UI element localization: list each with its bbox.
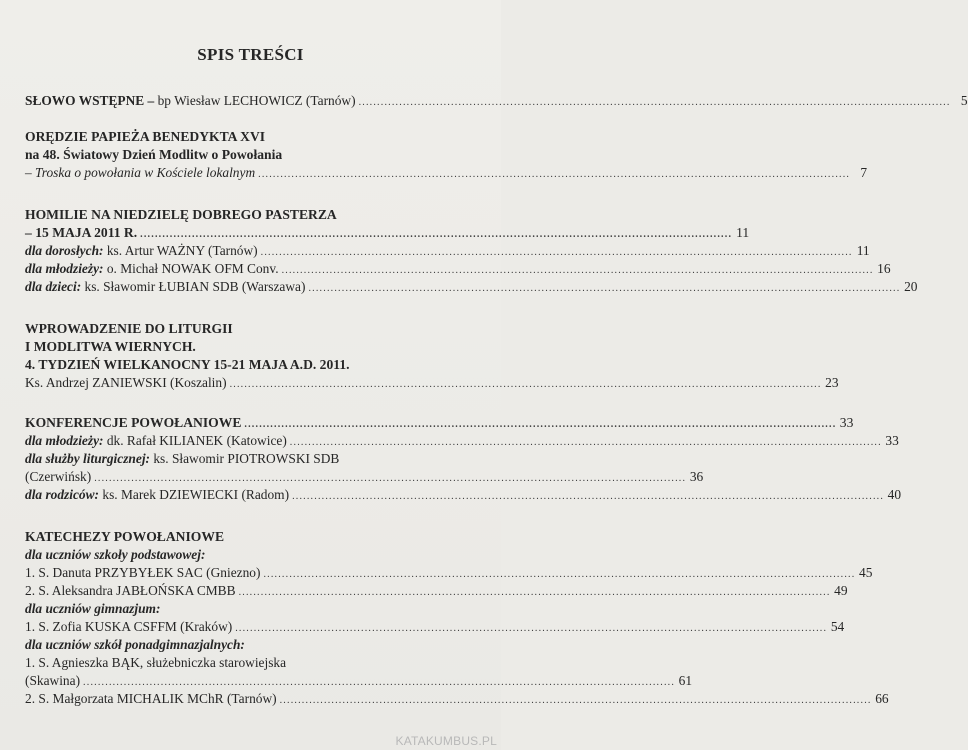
page-number: 49 bbox=[834, 583, 848, 598]
entry-author: ks. Marek DZIEWIECKI (Radom) bbox=[99, 487, 290, 502]
entry-heading: SŁOWO WSTĘPNE – bbox=[25, 93, 155, 108]
toc-entry bbox=[25, 278, 918, 296]
page-number: 20 bbox=[904, 279, 918, 294]
toc-entry-papal-message bbox=[25, 164, 868, 182]
dot-leader: ................................................................................................................................................................ bbox=[83, 677, 676, 688]
toc-entry bbox=[25, 260, 891, 278]
entry-author: 1. S. Zofia KUSKA CSFFM (Kraków) bbox=[25, 619, 233, 634]
toc-entry bbox=[25, 618, 845, 636]
dot-leader: ................................................................................................................................................................ bbox=[279, 695, 872, 706]
page-number: 16 bbox=[877, 261, 891, 276]
watermark: KATAKUMBUS.PL bbox=[395, 734, 497, 748]
toc-entry-continuation bbox=[25, 468, 704, 486]
toc-entry bbox=[25, 242, 870, 260]
page-number: 61 bbox=[678, 673, 693, 688]
section-heading: HOMILIE NA NIEDZIELĘ DOBREGO PASTERZA bbox=[25, 207, 337, 222]
dot-leader: ................................................................................................................................................................ bbox=[229, 379, 822, 390]
entry-author: 2. S. Aleksandra JABŁOŃSKA CMBB bbox=[25, 583, 236, 598]
dot-leader: ................................................................................................................................................................ bbox=[308, 283, 901, 294]
dot-leader: ................................................................................................................................................................ bbox=[258, 169, 851, 180]
section-heading-subline: na 48. Światowy Dzień Modlitw o Powołania bbox=[25, 147, 283, 162]
page-number: 11 bbox=[856, 243, 870, 258]
toc-entry bbox=[25, 486, 902, 504]
page-number: 36 bbox=[689, 469, 704, 484]
entry-audience: dla młodzieży: bbox=[25, 433, 104, 448]
section-heading: KATECHEZY POWOŁANIOWE bbox=[25, 529, 225, 544]
entry-heading: – 15 MAJA 2011 R. bbox=[25, 225, 138, 240]
entry-author: ks. Sławomir ŁUBIAN SDB (Warszawa) bbox=[81, 279, 306, 294]
toc-entry bbox=[25, 564, 873, 582]
entry-author: bp Wiesław LECHOWICZ (Tarnów) bbox=[154, 93, 356, 108]
toc-entry-conferences bbox=[25, 414, 854, 432]
group-heading: dla uczniów szkół ponadgimnazjalnych: bbox=[25, 637, 245, 652]
toc-entry bbox=[25, 450, 487, 468]
toc-entry: 1. S. Agnieszka BĄK, służebniczka starowiejska bbox=[25, 655, 287, 670]
entry-author: dk. Rafał KILIANEK (Katowice) bbox=[103, 433, 287, 448]
page-number: 40 bbox=[887, 487, 902, 502]
group-heading: dla uczniów szkoły podstawowej: bbox=[25, 547, 206, 562]
entry-author: 2. S. Małgorzata MICHALIK MChR (Tarnów) bbox=[25, 691, 277, 706]
dot-leader: ................................................................................................................................................................ bbox=[289, 437, 882, 448]
entry-author-cont: (Czerwińsk) bbox=[25, 469, 92, 484]
entry-audience: dla służby liturgicznej: bbox=[25, 451, 150, 466]
page-number: 7 bbox=[860, 165, 868, 180]
section-heading: ORĘDZIE PAPIEŻA BENEDYKTA XVI bbox=[25, 129, 266, 144]
toc-entry-liturgy bbox=[25, 374, 839, 392]
entry-author: ks. Artur WAŻNY (Tarnów) bbox=[103, 243, 258, 258]
toc-entry-foreword bbox=[25, 92, 968, 110]
entry-author: ks. Sławomir PIOTROWSKI SDB bbox=[150, 451, 340, 466]
entry-author-cont: (Skawina) bbox=[25, 673, 81, 688]
page-number: 33 bbox=[839, 415, 854, 430]
entry-author: 1. S. Danuta PRZYBYŁEK SAC (Gniezno) bbox=[25, 565, 261, 580]
toc-entry bbox=[25, 582, 848, 600]
entry-author: Ks. Andrzej ZANIEWSKI (Koszalin) bbox=[25, 375, 227, 390]
entry-title: – Troska o powołania w Kościele lokalnym bbox=[25, 165, 256, 180]
page-number: 33 bbox=[885, 433, 899, 448]
page-title: SPIS TREŚCI bbox=[197, 45, 304, 64]
page-number: 23 bbox=[825, 375, 839, 390]
dot-leader: ................................................................................................................................................................ bbox=[358, 97, 951, 108]
dot-leader: ................................................................................................................................................................ bbox=[263, 569, 856, 580]
entry-audience: dla rodziców: bbox=[25, 487, 100, 502]
toc-entry bbox=[25, 432, 899, 450]
section-heading: WPROWADZENIE DO LITURGII bbox=[25, 321, 233, 336]
group-heading: dla uczniów gimnazjum: bbox=[25, 601, 161, 616]
dot-leader: ................................................................................................................................................................ bbox=[281, 265, 874, 276]
section-heading: KONFERENCJE POWOŁANIOWE bbox=[25, 415, 242, 430]
entry-audience: dla dzieci: bbox=[25, 279, 82, 294]
page-number: 66 bbox=[875, 691, 889, 706]
page-number: 45 bbox=[859, 565, 873, 580]
dot-leader: ................................................................................................................................................................ bbox=[244, 419, 837, 430]
page-number: 54 bbox=[830, 619, 845, 634]
entry-audience: dla dorosłych: bbox=[25, 243, 104, 258]
toc-entry bbox=[25, 690, 889, 708]
toc-entry-homilies bbox=[25, 224, 750, 242]
entry-audience: dla młodzieży: bbox=[25, 261, 104, 276]
page-number: 11 bbox=[736, 225, 750, 240]
dot-leader: ................................................................................................................................................................ bbox=[238, 587, 831, 598]
dot-leader: ................................................................................................................................................................ bbox=[260, 247, 853, 258]
entry-author: o. Michał NOWAK OFM Conv. bbox=[103, 261, 279, 276]
dot-leader: ................................................................................................................................................................ bbox=[140, 229, 733, 240]
page-number: 5 bbox=[960, 93, 968, 108]
dot-leader: ................................................................................................................................................................ bbox=[292, 491, 885, 502]
section-heading-subline: 4. TYDZIEŃ WIELKANOCNY 15-21 MAJA A.D. 2011. bbox=[25, 357, 350, 372]
toc-entry-continuation bbox=[25, 672, 693, 690]
dot-leader: ................................................................................................................................................................ bbox=[235, 623, 828, 634]
section-heading-subline: I MODLITWA WIERNYCH. bbox=[25, 339, 196, 354]
dot-leader: ................................................................................................................................................................ bbox=[94, 473, 687, 484]
